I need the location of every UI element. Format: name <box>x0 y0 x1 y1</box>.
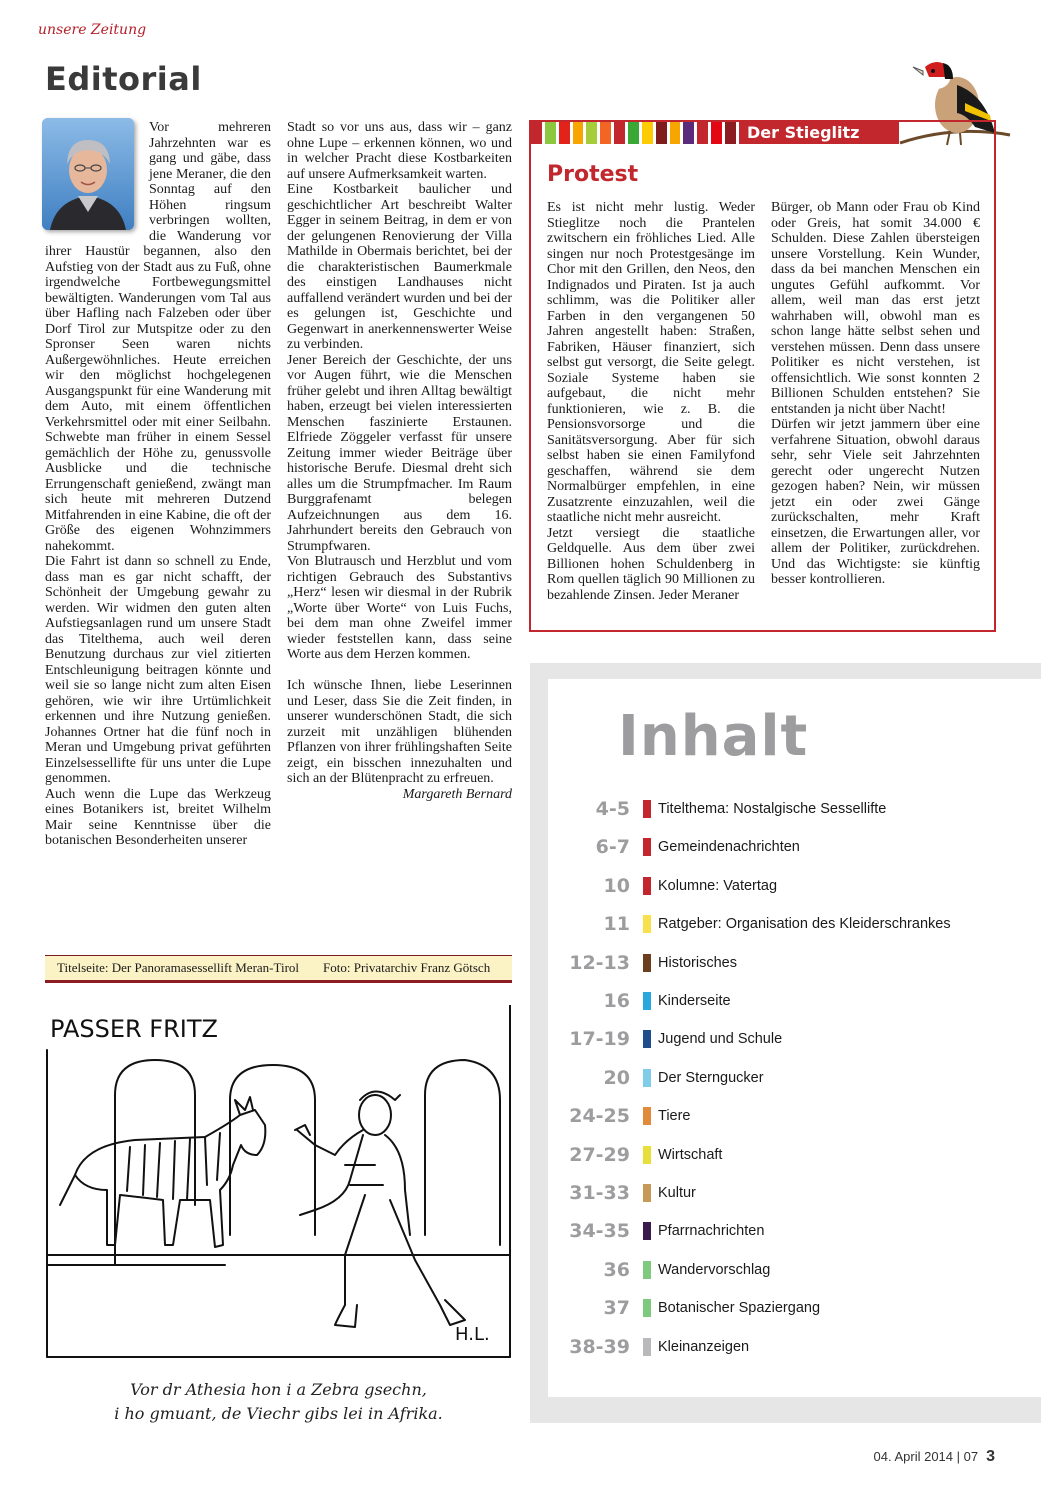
toc-label: Kinderseite <box>658 993 731 1009</box>
toc-item[interactable] <box>548 1106 1041 1126</box>
editorial-paragraph <box>287 663 512 679</box>
toc-color-marker <box>643 1146 651 1164</box>
toc-page-number: 11 <box>603 913 630 936</box>
toc-color-marker <box>643 1184 651 1202</box>
color-stripe <box>725 122 739 144</box>
editorial-signature: Margareth Bernard <box>402 786 512 802</box>
issue-date: 04. April 2014 | 07 <box>873 1449 979 1464</box>
toc-item[interactable] <box>548 1260 1041 1280</box>
toc-label: Pfarrnachrichten <box>658 1223 765 1240</box>
color-stripe <box>545 122 559 144</box>
toc-label: Kultur <box>658 1185 696 1201</box>
editorial-paragraph: Ich wünsche Ihnen, liebe Leserinnen und Leser, dass Sie die Zeit finden, in unserer wunderschönen Stadt, die sich zurzeit mit unzähligen blühenden Pflanzen von ihrer frühlingshaften Seite zeigt, ein bisschen innezuhalten und sich an der Blütenpracht zu erfreuen. <box>287 678 512 786</box>
color-stripe <box>670 122 684 144</box>
cartoon-title: PASSER FRITZ <box>50 1015 218 1043</box>
color-stripe <box>711 122 725 144</box>
toc-item[interactable] <box>548 1298 1041 1318</box>
editorial-paragraph: Stadt so vor uns aus, dass wir – ganz ohne Lupe – erkennen können, wo und in welcher Pracht diese Kostbarkeiten auf unsere Aufmerksamkeit warten. <box>287 120 512 182</box>
toc-item[interactable] <box>548 1145 1041 1165</box>
stieglitz-column-box <box>529 120 996 632</box>
toc-color-marker <box>643 1107 651 1125</box>
toc-page-number: 37 <box>603 1297 630 1320</box>
toc-item[interactable] <box>548 991 1041 1011</box>
toc-item[interactable] <box>548 1183 1041 1203</box>
toc-page-number: 38-39 <box>569 1335 630 1358</box>
protest-paragraph: Es ist nicht mehr lustig. Weder Stieglitze noch die Prantelen zwitschern ein fröhliches Lied. Alle singen nur noch Protestgesänge im Chor mit den Grillen, den Neos, den Indignados und Piraten. Ist ja auch schlimm, was die Politiker aller Farben in den vergangenen 50 Jahren angestellt haben: Straßen, Fabriken, Häuser finanziert, sich selbst gut versorgt, die Seite gelegt. Soziale Systeme haben sie aufgebaut, die nicht mehr funktionieren, wie z. B. die Pensionsvorsorge und die Sanitätsversorgung. Aber für sich selbst haben sie einen Familyfond geschaffen, während sie dem Normalbürger empfehlen, in eine Zusatzrente einzuzahlen, weil die staatliche nicht mehr ausreicht. <box>547 200 755 525</box>
color-stripe <box>697 122 711 144</box>
toc-color-marker <box>643 877 651 895</box>
protest-paragraph: Bürger, ob Mann oder Frau ob Kind oder Greis, hat somit 34.000 € Schulden. Diese Zahlen übersteigen unsere Vorstellung. Kein Wunder, dass da bei manchen Menschen ein ungutes Gefühl aufkommt. Vor allem, weil man das erst jetzt wahrhaben will, obwohl man es schon lange hätte selbst sehen und verstehen müssen. Denn dass unsere Politiker es nicht verstehen, ist offensichtlich. Wie sonst konnten 2 Billionen Schulden entstehen? Sie entstanden ja nicht über Nacht! <box>771 200 980 417</box>
toc-color-marker <box>643 1338 651 1356</box>
color-stripe <box>642 122 656 144</box>
masthead-logo: unsere Zeitung <box>38 22 147 38</box>
toc-item[interactable] <box>548 914 1041 934</box>
editorial-paragraph: Jener Bereich der Geschichte, der uns vor Augen führt, wie die Menschen früher gelebt und ihren Alltag bewältigt haben, erzeugt bei vielen interessierten Menschen faszinierte Erstaunen. Elfriede Zöggeler verfasst für unsere Zeitung immer wieder Beiträge über historische Berufe. Diesmal dreht sich alles um die Strumpfmacher. Im Raum Burggrafenamt belegen Aufzeichnungen aus dem 16. Jahrhundert bereits den Gebrauch von Strumpfwaren. <box>287 352 512 554</box>
inhalt-title: Inhalt <box>618 704 809 769</box>
protest-title: Protest <box>547 162 639 187</box>
toc-item[interactable] <box>548 1029 1041 1049</box>
toc-color-marker <box>643 954 651 972</box>
stieglitz-label: Der Stieglitz <box>739 122 899 144</box>
toc-item[interactable] <box>548 1221 1041 1241</box>
toc-item[interactable] <box>548 799 1041 819</box>
color-stripe <box>600 122 614 144</box>
toc-label: Wandervorschlag <box>658 1261 771 1278</box>
cover-caption-title: Titelseite: Der Panoramasessellift Meran-Tirol <box>57 960 300 975</box>
toc-color-marker <box>643 992 651 1010</box>
toc-item[interactable] <box>548 1337 1041 1357</box>
toc-page-number: 12-13 <box>569 951 630 974</box>
toc-page-number: 17-19 <box>569 1028 630 1051</box>
toc-color-marker <box>643 1030 651 1048</box>
editorial-column-1 <box>45 120 271 849</box>
cartoon-initials: H.L. <box>455 1324 490 1345</box>
toc-page-number: 4-5 <box>595 798 630 820</box>
protest-column-2 <box>771 200 980 588</box>
protest-paragraph: Dürfen wir jetzt jammern über eine verfahrene Situation, obwohl daraus sehr, sehr Viele seit Jahrzehnten gerecht oder ungerecht Nutzen gezogen haben? Nein, wir müssen jetzt ein oder zwei Gänge zurückschalten, mehr Kraft einsetzen, die Erwartungen aller, vor allem der Politiker, zurückdrehen. Und das Wichtigste: sie künftig besser kontrollieren. <box>771 417 980 587</box>
toc-item[interactable] <box>548 1068 1041 1088</box>
cartoon-caption <box>45 1378 512 1426</box>
color-stripe <box>628 122 642 144</box>
passer-fritz-cartoon <box>45 1005 512 1360</box>
toc-label: Botanischer Spaziergang <box>658 1300 821 1317</box>
page-number: 3 <box>986 1448 995 1465</box>
editorial-paragraph: Die Fahrt ist dann so schnell zu Ende, dass man es gar nicht schafft, der Schönheit der Umgebung gewahr zu werden. Wir widmen den guten alten Aufstiegsanlagen rund um unsere Stadt das Titelthema, auch weil deren Benutzung durchaus zur viel zitierten Entschleunigung beitragen könnte und weil sie so lange nicht zum alten Eisen gehören, wie wir ihre Urtümlichkeit erkennen und ihre Nutzung genießen. Johannes Ortner hat die fünf noch in Meran und Umgebung privat geführten Einzelsessellifte für uns unter die Lupe genommen. <box>45 554 271 786</box>
toc-color-marker <box>643 915 651 933</box>
cartoon-caption-line: i ho gmuant, de Viechr gibs lei in Afrika. <box>114 1404 443 1423</box>
toc-label: Jugend und Schule <box>658 1031 783 1048</box>
toc-label: Gemeindenachrichten <box>658 839 800 856</box>
toc-page-number: 6-7 <box>595 836 630 859</box>
toc-label: Der Sterngucker <box>658 1069 764 1086</box>
toc-page-number: 31-33 <box>569 1182 630 1204</box>
toc-label: Ratgeber: Organisation des Kleiderschrankes <box>658 916 951 933</box>
toc-item[interactable] <box>548 876 1041 896</box>
color-stripe <box>656 122 670 144</box>
page-footer <box>874 1448 995 1466</box>
toc-color-marker <box>643 800 651 818</box>
color-stripe <box>573 122 587 144</box>
color-stripe <box>586 122 600 144</box>
toc-color-marker <box>643 1069 651 1087</box>
cover-caption <box>45 955 512 983</box>
toc-page-number: 34-35 <box>569 1220 630 1243</box>
toc-page-number: 16 <box>603 990 630 1012</box>
toc-page-number: 27-29 <box>569 1143 630 1166</box>
toc-color-marker <box>643 1299 651 1317</box>
color-stripe-bar <box>531 122 739 144</box>
editorial-paragraph: Von Blutrausch und Herzblut und vom richtigen Gebrauch des Substantivs „Herz“ lesen wir diesmal in der Rubrik „Worte über Worte“ von Luis Fuchs, bei dem man ohne Zweifel immer wieder feststellen kann, dass seine Worte aus dem Herzen kommen. <box>287 554 512 662</box>
toc-label: Tiere <box>658 1108 691 1125</box>
table-of-contents-panel <box>530 663 1041 1423</box>
toc-label: Titelthema: Nostalgische Sessellifte <box>658 801 887 817</box>
toc-page-number: 10 <box>603 874 630 897</box>
editorial-paragraph: Auch wenn die Lupe das Werkzeug eines Botanikers ist, breitet Wilhelm Mair seine Kenntnisse über die botanischen Besonderheiten unserer <box>45 786 271 848</box>
protest-column-1 <box>547 200 755 603</box>
toc-label: Kolumne: Vatertag <box>658 877 778 894</box>
editorial-column-2 <box>287 120 512 802</box>
editorial-paragraph: Vor mehreren Jahrzehnten war es gang und gäbe, dass jene Meraner, die den Sonntag auf den Höhen ringsum verbringen wollten, die Wanderung vor ihrer Haustür begannen, also den Aufstieg von der Stadt aus zu Fuß, ohne irgendwelche Fortbewegungsmittel bewältigten. Wanderungen vom Tal aus über Hafling nach Falzeben oder über Dorf Tirol zur Mutspitze oder zu den Spronser Seen waren nichts Außergewöhnliches. Heute erreichen wir den möglichst hochgelegenen Ausgangspunkt für eine Wanderung mit dem Auto, mit einem öffentlichen Verkehrsmittel oder mit einer Seilbahn. Schwebte man früher in einem Sessel gemächlich der Höhe zu, genussvolle Ausblicke und die technische Errungenschaft genießend, zwängt man sich heute mit mehreren Dutzend Mitfahrenden in eine Kabine, die oft der Größe des eigenen Wohnzimmers nahekommt. <box>45 120 271 554</box>
editorial-title: Editorial <box>45 60 202 98</box>
toc-item[interactable] <box>548 953 1041 973</box>
table-of-contents-card <box>548 679 1041 1397</box>
toc-page-number: 24-25 <box>569 1105 630 1128</box>
toc-label: Historisches <box>658 954 737 971</box>
color-stripe <box>559 122 573 144</box>
color-stripe <box>614 122 628 144</box>
toc-label: Wirtschaft <box>658 1146 723 1163</box>
color-stripe <box>683 122 697 144</box>
toc-label: Kleinanzeigen <box>658 1338 750 1355</box>
toc-color-marker <box>643 1261 651 1279</box>
toc-color-marker <box>643 1222 651 1240</box>
editorial-paragraph: Eine Kostbarkeit baulicher und geschichtlicher Art beschreibt Walter Egger in seinem Beitrag, in dem er von der gelungenen Renovierung der Villa Mathilde in Obermais berichtet, bei der die charakteristischen Baumerkmale des einstigen Landhauses nicht auffallend verändert wurden und bei der es gelungen ist, Geschichte und Gegenwart in anerkennenswerter Weise zu verbinden. <box>287 182 512 352</box>
protest-paragraph: Jetzt versiegt die staatliche Geldquelle. Aus dem über zwei Billionen hohen Schuldenberg in Rom quellen täglich 90 Millionen zu bezahlende Zinsen. Jeder Meraner <box>547 525 755 603</box>
cover-caption-photo-credit: Foto: Privatarchiv Franz Götsch <box>323 960 491 975</box>
toc-item[interactable] <box>548 837 1041 857</box>
cartoon-caption-line: Vor dr Athesia hon i a Zebra gsechn, <box>130 1380 427 1399</box>
toc-page-number: 20 <box>603 1066 630 1089</box>
toc-page-number: 36 <box>603 1258 630 1281</box>
toc-color-marker <box>643 838 651 856</box>
color-stripe <box>531 122 545 144</box>
